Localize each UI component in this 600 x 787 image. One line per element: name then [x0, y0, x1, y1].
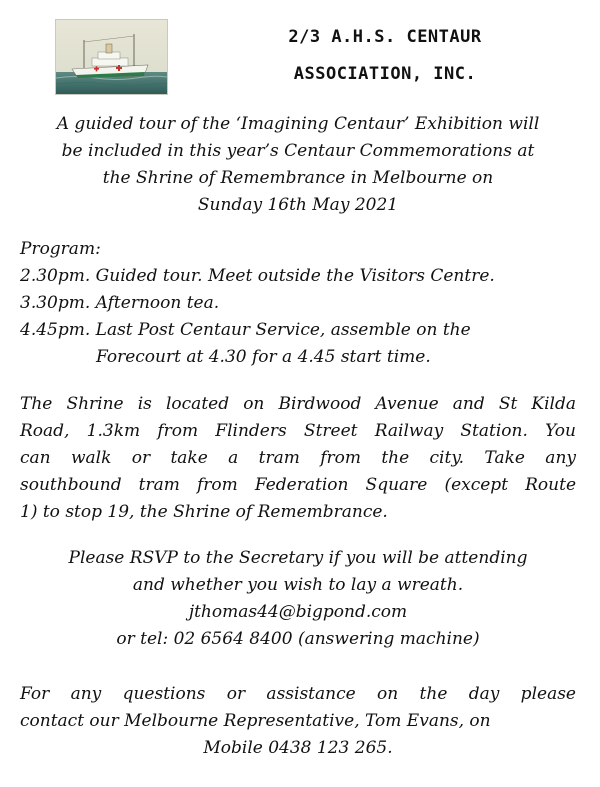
hospital-ship-icon	[56, 20, 167, 94]
location-line: 1) to stop 19, the Shrine of Remembrance.	[20, 502, 388, 522]
location-line: can walk or take a tram from the city. Take any	[20, 448, 576, 468]
program-item: 2.30pm. Guided tour. Meet outside the Visitors Centre.	[20, 266, 495, 286]
rsvp-phone: or tel: 02 6564 8400 (answering machine)	[116, 629, 480, 649]
rsvp-paragraph	[20, 545, 576, 653]
program-item: 4.45pm. Last Post Centaur Service, assemble on the	[20, 320, 471, 340]
program-section	[20, 236, 576, 371]
program-item: 3.30pm. Afternoon tea.	[20, 293, 220, 313]
hospital-ship-image	[55, 19, 168, 95]
intro-paragraph	[20, 111, 576, 219]
location-line: Road, 1.3km from Flinders Street Railway Station. You	[20, 421, 576, 441]
association-title-line2: ASSOCIATION, INC.	[293, 64, 477, 84]
intro-line: the Shrine of Remembrance in Melbourne on	[102, 168, 494, 188]
intro-line: be included in this year’s Centaur Commemorations at	[61, 141, 535, 161]
intro-line: Sunday 16th May 2021	[197, 195, 399, 215]
questions-line: For any questions or assistance on the day please	[20, 684, 576, 704]
rsvp-line: Please RSVP to the Secretary if you will be attending	[68, 548, 528, 568]
intro-line: A guided tour of the ‘Imagining Centaur’ Exhibition will	[56, 114, 540, 134]
location-paragraph	[20, 391, 576, 526]
association-title-line1: 2/3 A.H.S. CENTAUR	[288, 27, 482, 47]
questions-line: contact our Melbourne Representative, Tom Evans, on	[20, 711, 491, 731]
location-line: The Shrine is located on Birdwood Avenue and St Kilda	[20, 394, 576, 414]
rsvp-email: jthomas44@bigpond.com	[188, 602, 408, 622]
questions-paragraph	[20, 681, 576, 762]
rsvp-line: and whether you wish to lay a wreath.	[132, 575, 464, 595]
questions-mobile: Mobile 0438 123 265.	[203, 738, 393, 758]
program-heading: Program:	[20, 239, 101, 259]
location-line: southbound tram from Federation Square (except Route	[20, 475, 576, 495]
program-item-continued: Forecourt at 4.30 for a 4.45 start time.	[96, 347, 431, 367]
